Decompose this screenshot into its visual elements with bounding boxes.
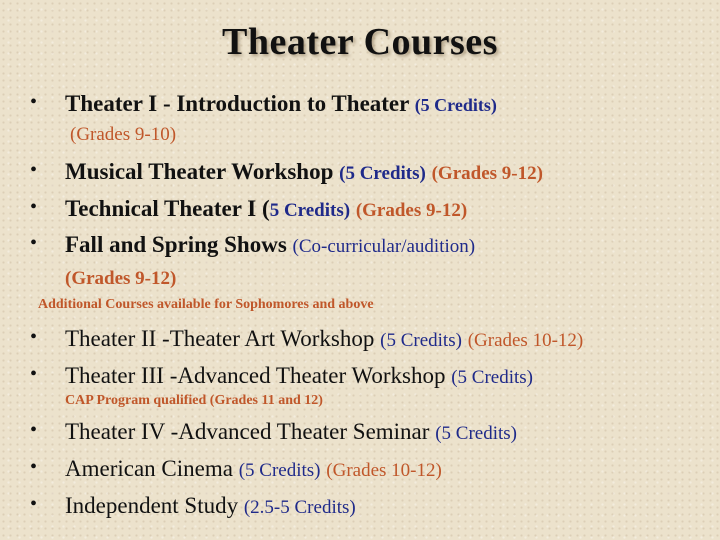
course-credits: (5 Credits)	[414, 95, 497, 115]
page-title: Theater Courses	[222, 21, 498, 63]
course-name: Musical Theater Workshop	[65, 159, 334, 184]
bullet-icon: •	[30, 232, 38, 254]
course-name: American Cinema	[65, 456, 233, 481]
bullet-icon: •	[30, 326, 38, 348]
additional-courses-header: Additional Courses available for Sophomores and above	[38, 297, 374, 312]
course-name: Technical Theater I	[65, 196, 257, 221]
course-name: Theater III -Advanced Theater Workshop	[65, 363, 446, 388]
course-note: (Co-curricular/audition)	[292, 236, 476, 257]
bullet-icon: •	[30, 159, 38, 181]
course-grades: (Grades 9-12)	[431, 163, 543, 184]
course-credits: (5 Credits)	[380, 330, 462, 351]
course-name: Theater II -Theater Art Workshop	[65, 326, 375, 351]
bullet-icon: •	[30, 196, 38, 218]
course-credits: (2.5-5 Credits)	[243, 497, 356, 518]
course-credits: (5 Credits)	[435, 423, 517, 444]
course-sub-note: CAP Program qualified (Grades 11 and 12)	[65, 393, 323, 408]
course-grades: (Grades 10-12)	[467, 330, 584, 351]
course-name: Theater I - Introduction to Theater	[65, 91, 409, 116]
course-name: Independent Study	[65, 493, 239, 518]
course-credits: (5 Credits)	[451, 367, 534, 388]
bullet-icon: •	[30, 419, 38, 441]
course-credits-paren: (	[262, 196, 270, 221]
course-credits: 5 Credits)	[269, 200, 351, 221]
bullet-icon: •	[30, 456, 38, 478]
bullet-icon: •	[30, 363, 38, 385]
course-name: Fall and Spring Shows	[65, 232, 287, 257]
course-credits: (5 Credits)	[238, 460, 321, 481]
bullet-icon: •	[30, 91, 38, 113]
course-credits: (5 Credits)	[339, 163, 426, 184]
bullet-icon: •	[30, 493, 38, 515]
course-grades: (Grades 9-10)	[70, 124, 177, 145]
course-grades: (Grades 10-12)	[326, 460, 442, 481]
course-grades: (Grades 9-12)	[355, 200, 468, 221]
course-name: Theater IV -Advanced Theater Seminar	[65, 419, 430, 444]
course-grades: (Grades 9-12)	[65, 268, 177, 289]
